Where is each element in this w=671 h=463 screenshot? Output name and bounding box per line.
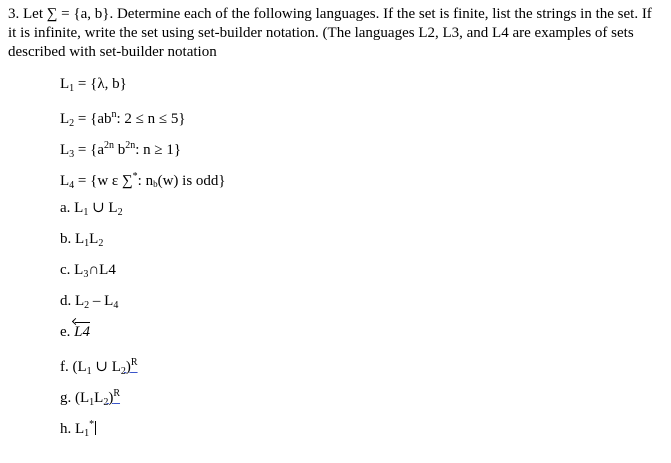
definition-l4: $L_4 = \{w$ ε ∑*: nb(w) is odd} bbox=[60, 171, 226, 191]
complement-l4: L4 bbox=[74, 324, 91, 340]
definition-l1: $L_1 = \{\lambda$, b} bbox=[60, 76, 127, 94]
part-d: d. $L_2 - L_4$ bbox=[60, 293, 119, 311]
part-f: f. ($L_1$ ∪ $L_2)^R$ bbox=[60, 357, 138, 377]
definition-l3: $L_3 = \{a^{2n}$ $b^{2n}$: n ≥ 1} bbox=[60, 140, 182, 160]
text-cursor bbox=[95, 421, 96, 435]
part-c: c. $L_3\cap L4$ bbox=[60, 262, 116, 280]
part-h: h. $L_1^*$ bbox=[60, 419, 95, 439]
part-e: e. L4 bbox=[60, 324, 91, 340]
problem-intro: 3. Let ∑ = {a, b}. Determine each of the following languages. If the set is finite, list the strings in the set. If it is infinite, write the set using set-builder notation. (The languages L2, L3, and L4 are examples of sets described with set-builder notation bbox=[8, 6, 652, 60]
part-b: b. $L_1L_2$ bbox=[60, 231, 104, 249]
definition-l2: $L_2 = \{ab^n$: 2 ≤ n ≤ 5} bbox=[60, 109, 186, 129]
part-a: a. $L_1$ ∪ $L_2$ bbox=[60, 200, 123, 218]
part-g: g. $(L_1L_2)^R$ bbox=[60, 388, 121, 408]
